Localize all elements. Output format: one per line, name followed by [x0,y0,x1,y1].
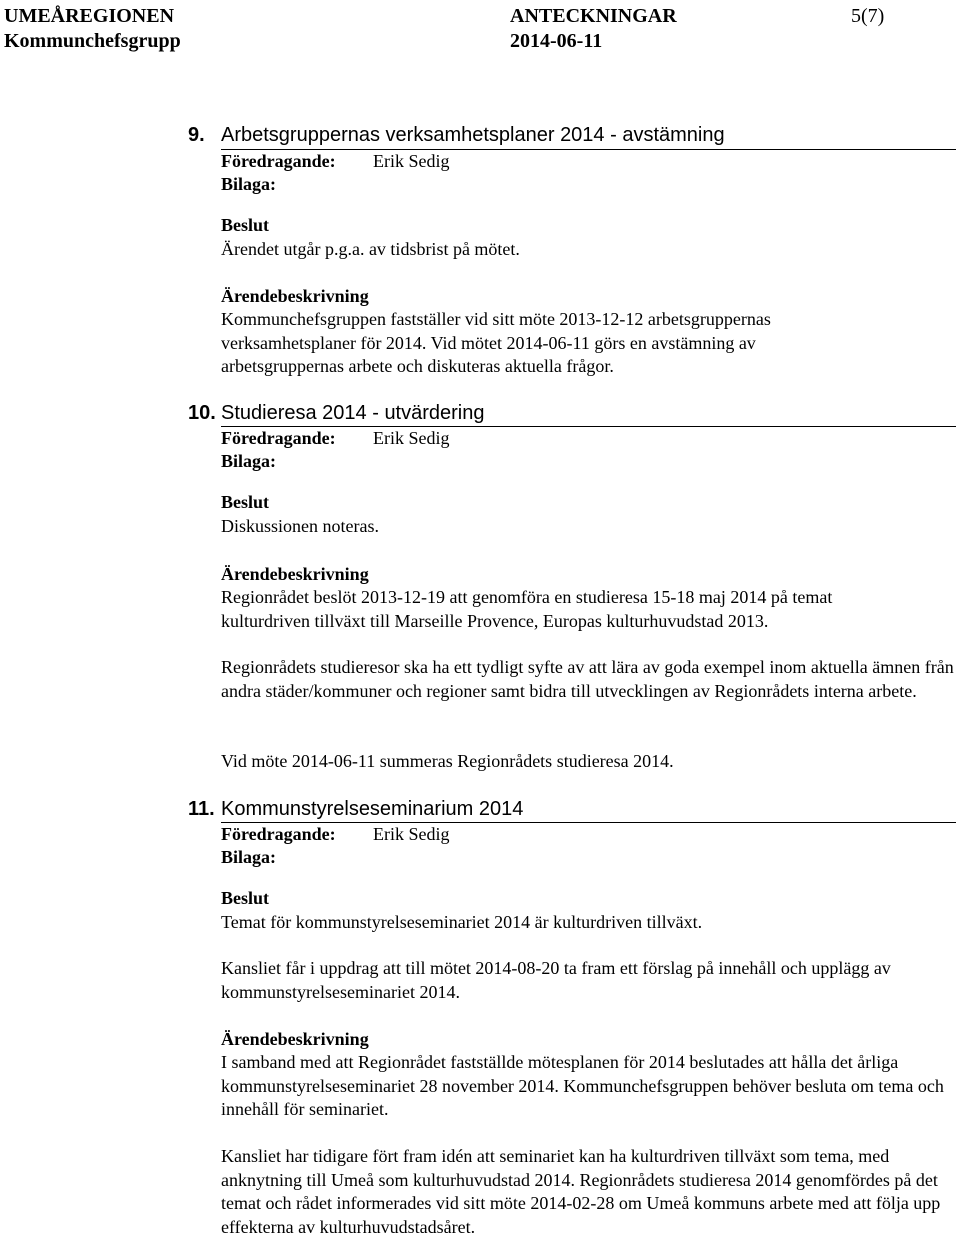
presenter-label: Föredragande: [221,151,336,171]
header-group: Kommunchefsgrupp [4,30,181,52]
description-text: Kommunchefsgruppen fastställer vid sitt möte 2013-12-12 arbetsgruppernas verksamhetsplaner för 2014. Vid mötet 2014-06-11 görs en avstämning av arbetsgruppernas arbete och diskuteras aktuella frågor. [221,309,771,376]
description-text: Regionrådets studieresor ska ha ett tydligt syfte av att lära av goda exempel inom aktuella ämnen från andra städer/kommuner och regioner samt bidra till utvecklingen av Regionrådets interna arbete. [221,657,954,701]
decision-heading: Beslut [221,492,270,512]
description-text: I samband med att Regionrådet fastställde mötesplanen för 2014 beslutades att hålla det årliga kommunstyrelseseminariet 28 november 2014. Kommunchefsgruppen behöver besluta om tema och innehåll för seminariet. [221,1052,944,1119]
decision-text: Kansliet får i uppdrag att till mötet 2014-08-20 ta fram ett förslag på innehåll och upplägg av kommunstyrelseseminariet 2014. [221,958,891,1002]
attachment-label: Bilaga: [221,451,277,471]
item-number: 10. [188,402,216,424]
item-title: Arbetsgruppernas verksamhetsplaner 2014 - avstämning [221,124,725,146]
decision-heading: Beslut [221,888,270,908]
header-page-number: 5(7) [851,5,885,27]
presenter-name: Erik Sedig [373,151,450,171]
header-date: 2014-06-11 [510,30,603,52]
presenter-name: Erik Sedig [373,824,450,844]
description-text: Kansliet har tidigare fört fram idén att seminariet kan ha kulturdriven tillväxt som tema, med anknytning till Umeå som kulturhuvudstad 2014. Regionrådets studieresa 2014 genomfördes på det temat och rådet informerades vid sitt möte 2014-02-28 om Umeå kommuns arbete med att följa upp effekterna av kulturhuvudstadsåret. [221,1146,941,1237]
description-text: Regionrådet beslöt 2013-12-19 att genomföra en studieresa 15-18 maj 2014 på temat kulturdriven tillväxt till Marseille Provence, Europas kulturhuvudstad 2013. [221,587,833,631]
header-doc-type: ANTECKNINGAR [510,5,677,27]
presenter-label: Föredragande: [221,428,336,448]
item-title: Studieresa 2014 - utvärdering [221,402,485,424]
decision-text: Ärendet utgår p.g.a. av tidsbrist på mötet. [221,239,520,259]
presenter-label: Föredragande: [221,824,336,844]
description-heading: Ärendebeskrivning [221,564,369,584]
header-org: UMEÅREGIONEN [4,5,175,27]
item-number: 11. [188,798,215,820]
description-heading: Ärendebeskrivning [221,286,369,306]
attachment-label: Bilaga: [221,174,277,194]
item-number: 9. [188,124,205,146]
description-text: Vid möte 2014-06-11 summeras Regionrådets studieresa 2014. [221,751,674,771]
decision-text: Temat för kommunstyrelseseminariet 2014 är kulturdriven tillväxt. [221,912,703,932]
decision-text: Diskussionen noteras. [221,516,379,536]
item-title: Kommunstyrelseseminarium 2014 [221,798,524,820]
decision-heading: Beslut [221,215,270,235]
description-heading: Ärendebeskrivning [221,1029,369,1049]
attachment-label: Bilaga: [221,847,277,867]
presenter-name: Erik Sedig [373,428,450,448]
